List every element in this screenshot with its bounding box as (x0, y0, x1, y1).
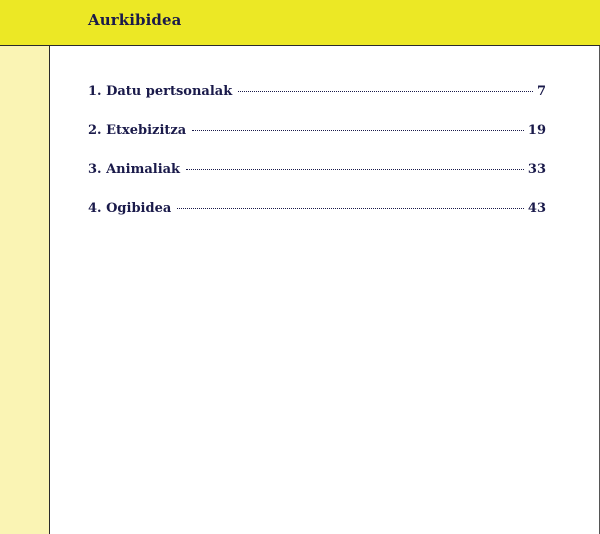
side-band (0, 46, 50, 534)
dot-leader (192, 130, 524, 131)
table-of-contents (88, 84, 546, 240)
toc-entry-label: 4. Ogibidea (88, 201, 172, 216)
toc-entry-page: 7 (536, 84, 546, 99)
toc-entry-page: 19 (527, 123, 546, 138)
dot-leader (186, 169, 524, 170)
toc-entry-label: 3. Animaliak (88, 162, 181, 177)
dot-leader (238, 91, 533, 92)
toc-entry[interactable] (88, 201, 546, 240)
toc-entry[interactable] (88, 84, 546, 123)
toc-entry-page: 43 (527, 201, 546, 216)
toc-entry-label: 1. Datu pertsonalak (88, 84, 233, 99)
toc-entry-page: 33 (527, 162, 546, 177)
toc-entry[interactable] (88, 162, 546, 201)
toc-entry[interactable] (88, 123, 546, 162)
dot-leader (177, 208, 524, 209)
page-title: Aurkibidea (88, 11, 182, 29)
toc-entry-label: 2. Etxebizitza (88, 123, 187, 138)
header-band (0, 0, 600, 46)
